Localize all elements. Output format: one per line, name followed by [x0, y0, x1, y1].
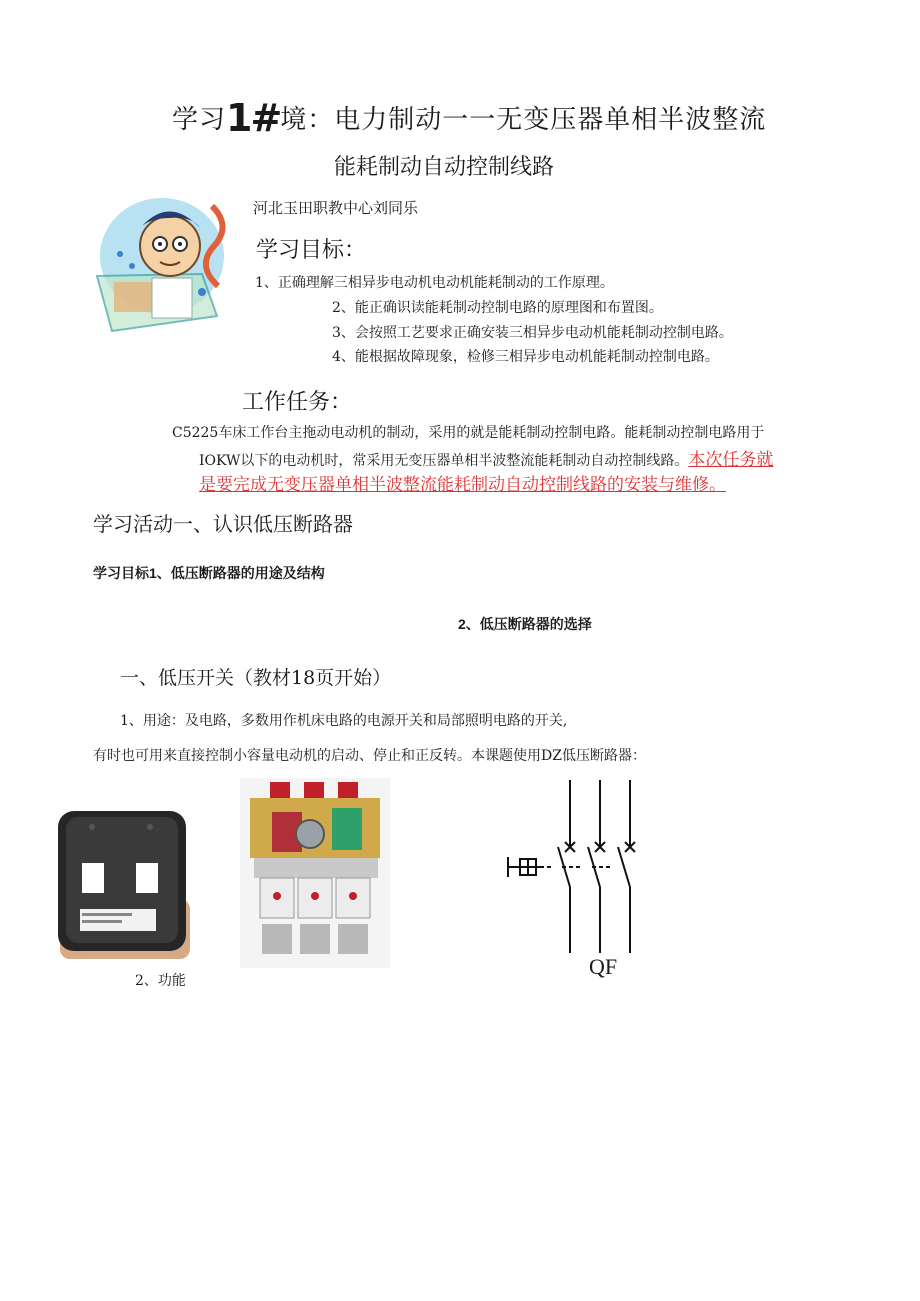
objective-item: 3、会按照工艺要求正确安装三相异步电动机能耗制动控制电路。 [332, 325, 733, 341]
breaker-photo-black [52, 803, 192, 965]
objective-item: 4、能根据故障现象，检修三相异步电动机能耗制动控制电路。 [332, 349, 719, 365]
page-title-line2: 能耗制动自动控制线路 [334, 155, 555, 180]
activity-goal-2: 2、低压断路器的选择 [458, 616, 592, 632]
task-highlight-line3: 是要完成无变压器单相半波整流能耗制动自动控制线路的安装与维修。 [199, 475, 726, 495]
objectives-heading: 学习目标： [256, 238, 367, 263]
activity-goal-1: 学习目标1、低压断路器的用途及结构 [93, 565, 325, 581]
task-text-line2: IOKW以下的电动机时，常采用无变压器单相半波整流能耗制动自动控制线路。本次任务就 [199, 450, 774, 470]
activity-heading: 学习活动一、认识低压断路器 [93, 512, 353, 536]
function-label: 2、功能 [135, 973, 186, 989]
task-text-line1: C5225车床工作台主拖动电动机的制动，采用的就是能耗制动控制电路。能耗制动控制电路用于 [172, 425, 765, 441]
symbol-label-qf: QF [589, 954, 618, 979]
objective-item: 2、能正确识读能耗制动控制电路的原理图和布置图。 [332, 300, 663, 316]
breaker-photo-dz [240, 778, 390, 968]
objective-item: 1、正确理解三相异步电动机电动机能耗制动的工作原理。 [255, 275, 614, 291]
task-heading: 工作任务： [242, 390, 353, 415]
section-heading: 一、低压开关（教材18页开始） [120, 667, 392, 689]
author-line: 河北玉田职教中心刘同乐 [253, 199, 419, 217]
scientist-illustration [92, 196, 252, 346]
breaker-symbol-diagram [500, 775, 660, 955]
task-highlight: 本次任务就 [688, 450, 774, 470]
page-title-line1: 学习1#境：电力制动一一无变压器单相半波整流 [172, 96, 767, 140]
usage-text-line1: 1、用途：及电路，多数用作机床电路的电源开关和局部照明电路的开关, [120, 713, 568, 729]
usage-text-line2: 有时也可用来直接控制小容量电动机的启动、停止和正反转。本课题使用DZ低压断路器： [93, 748, 646, 764]
